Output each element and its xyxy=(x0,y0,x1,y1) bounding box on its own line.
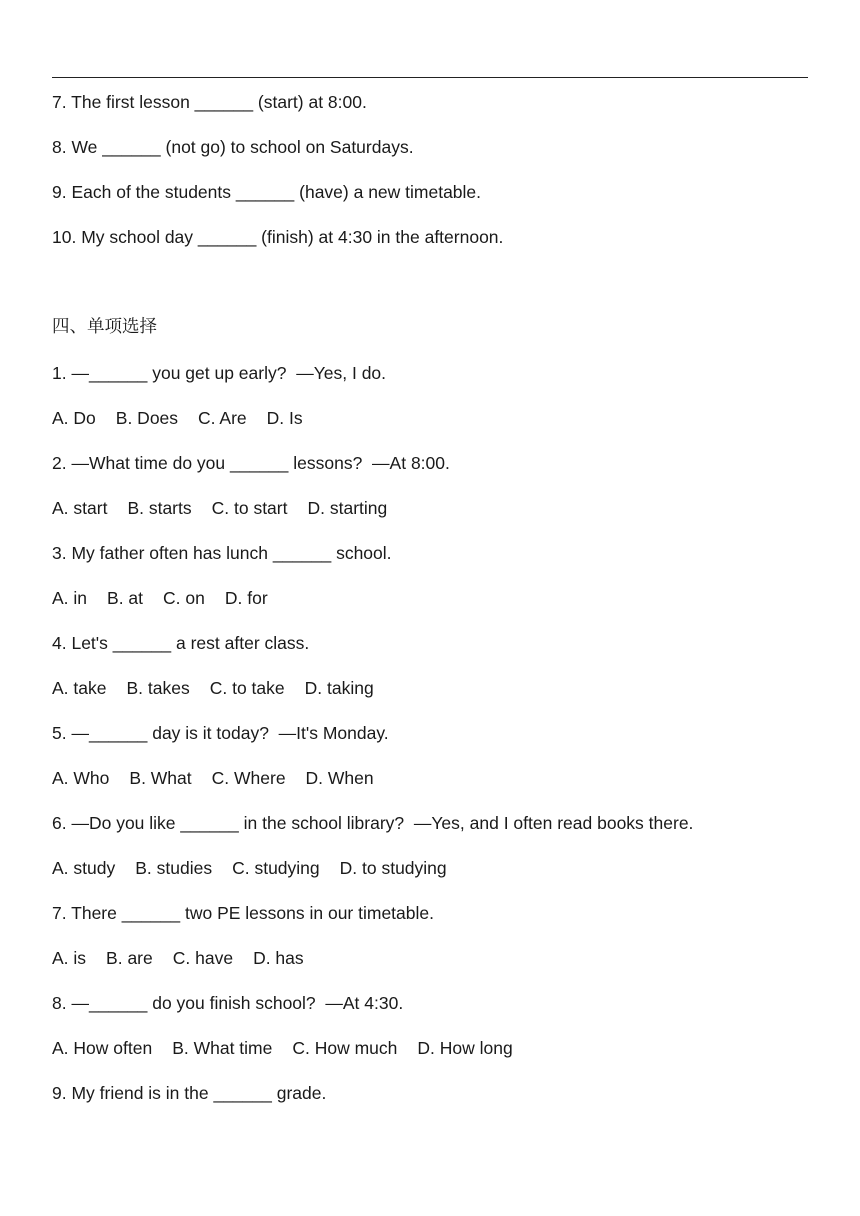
option-d: D. When xyxy=(305,768,374,788)
fill-item-8: 8. We ______ (not go) to school on Saturdays. xyxy=(52,137,414,157)
question-stem-3: 3. My father often has lunch ______ school. xyxy=(52,543,392,563)
option-a: A. Do xyxy=(52,408,96,428)
option-d: D. to studying xyxy=(339,858,447,878)
question-options-6 xyxy=(52,857,467,879)
option-c: C. How much xyxy=(292,1038,398,1058)
option-d: D. has xyxy=(253,948,304,968)
question-stem-7: 7. There ______ two PE lessons in our timetable. xyxy=(52,903,434,923)
question-stem-4: 4. Let's ______ a rest after class. xyxy=(52,633,310,653)
option-a: A. take xyxy=(52,678,107,698)
header-rule xyxy=(52,77,808,78)
option-a: A. study xyxy=(52,858,116,878)
option-d: D. taking xyxy=(304,678,374,698)
question-stem-1: 1. —______ you get up early? —Yes, I do. xyxy=(52,363,387,383)
option-c: C. to take xyxy=(209,678,285,698)
question-options-7 xyxy=(52,947,324,969)
question-stem-2: 2. —What time do you ______ lessons? —At 8:00. xyxy=(52,453,450,473)
question-stem-5: 5. —______ day is it today? —It's Monday. xyxy=(52,723,389,743)
option-d: D. starting xyxy=(307,498,388,518)
question-stem-8: 8. —______ do you finish school? —At 4:30. xyxy=(52,993,404,1013)
question-options-1 xyxy=(52,407,323,429)
option-b: B. are xyxy=(106,948,153,968)
option-a: A. start xyxy=(52,498,108,518)
option-a: A. is xyxy=(52,948,87,968)
option-c: C. to start xyxy=(211,498,288,518)
question-options-4 xyxy=(52,677,394,699)
option-b: B. What time xyxy=(172,1038,273,1058)
question-stem-6: 6. —Do you like ______ in the school library? —Yes, and I often read books there. xyxy=(52,813,694,833)
option-a: A. Who xyxy=(52,768,110,788)
question-options-5 xyxy=(52,767,394,789)
option-c: C. Are xyxy=(198,408,247,428)
option-b: B. at xyxy=(107,588,144,608)
option-c: C. on xyxy=(163,588,205,608)
question-options-3 xyxy=(52,587,288,609)
option-c: C. studying xyxy=(232,858,320,878)
option-c: C. have xyxy=(172,948,234,968)
option-d: D. How long xyxy=(417,1038,513,1058)
option-b: B. takes xyxy=(126,678,190,698)
question-stem-9: 9. My friend is in the ______ grade. xyxy=(52,1083,327,1103)
section-heading: 四、单项选择 xyxy=(52,317,157,337)
option-d: D. for xyxy=(224,588,268,608)
option-b: B. What xyxy=(129,768,192,788)
fill-item-9: 9. Each of the students ______ (have) a new timetable. xyxy=(52,182,482,202)
option-a: A. in xyxy=(52,588,88,608)
option-c: C. Where xyxy=(211,768,286,788)
option-d: D. Is xyxy=(266,408,303,428)
option-b: B. studies xyxy=(135,858,213,878)
fill-item-10: 10. My school day ______ (finish) at 4:30 in the afternoon. xyxy=(52,227,504,247)
option-b: B. Does xyxy=(115,408,179,428)
question-options-8 xyxy=(52,1037,533,1059)
option-b: B. starts xyxy=(127,498,192,518)
question-options-2 xyxy=(52,497,407,519)
option-a: A. How often xyxy=(52,1038,153,1058)
fill-item-7: 7. The first lesson ______ (start) at 8:00. xyxy=(52,92,367,112)
